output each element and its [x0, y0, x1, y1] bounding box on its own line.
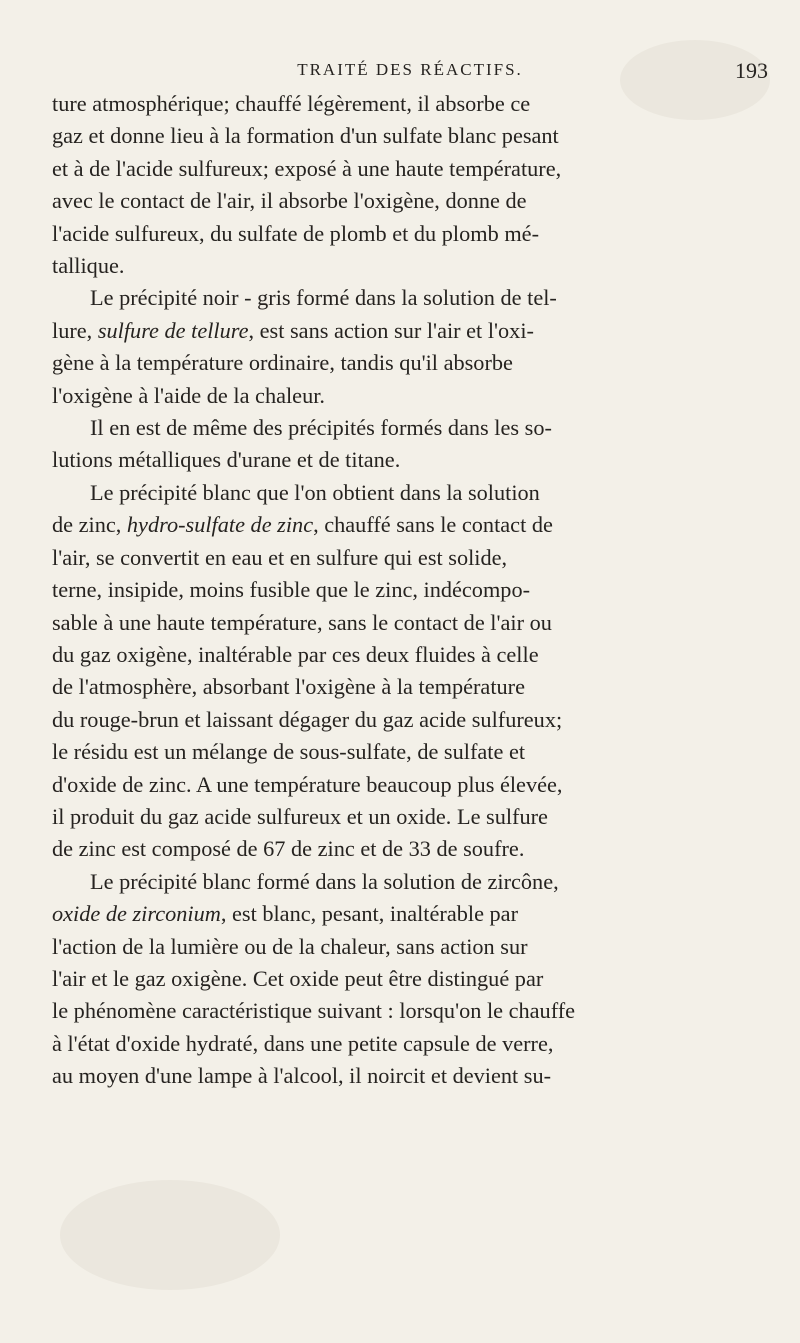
- text-line: gène à la température ordinaire, tandis qu'il absorbe: [52, 350, 513, 376]
- text-line: à l'état d'oxide hydraté, dans une petite capsule de verre,: [52, 1030, 554, 1056]
- text-line: l'air et le gaz oxigène. Cet oxide peut être distingué par: [52, 965, 544, 991]
- text-line: le phénomène caractéristique suivant : lorsqu'on le chauffe: [52, 998, 576, 1024]
- running-header: [52, 60, 768, 90]
- running-title: TRAITÉ DES RÉACTIFS.: [297, 60, 523, 79]
- page-number: 193: [735, 58, 768, 83]
- text-run: , chauffé sans le contact de: [313, 512, 553, 538]
- text-line: [52, 315, 768, 347]
- text-run: de zinc,: [52, 512, 127, 538]
- text-line: Le précipité blanc que l'on obtient dans la solution: [90, 479, 540, 505]
- italic-term: hydro-sulfate de zinc: [126, 512, 314, 538]
- text-line: du rouge-brun et laissant dégager du gaz acide sulfureux;: [52, 706, 563, 732]
- text-line: de zinc est composé de 67 de zinc et de 33 de soufre.: [52, 836, 525, 862]
- paragraph: [52, 88, 768, 282]
- text-line: Il en est de même des précipités formés dans les so-: [90, 415, 552, 441]
- text-line: l'acide sulfureux, du sulfate de plomb et du plomb mé-: [52, 220, 539, 246]
- text-line: Le précipité blanc formé dans la solution de zircône,: [90, 868, 559, 894]
- text-line: [52, 509, 768, 541]
- paragraph: [52, 282, 768, 412]
- body-text: [52, 88, 768, 1093]
- text-run: , est blanc, pesant, inaltérable par: [220, 901, 519, 927]
- text-line: ture atmosphérique; chauffé légèrement, il absorbe ce: [52, 91, 531, 116]
- paragraph: [52, 866, 768, 1093]
- text-line: du gaz oxigène, inaltérable par ces deux fluides à celle: [52, 641, 539, 667]
- text-line: il produit du gaz acide sulfureux et un oxide. Le sulfure: [52, 803, 548, 829]
- italic-term: oxide de zirconium: [52, 901, 221, 927]
- text-line: Le précipité noir - gris formé dans la solution de tel-: [90, 285, 557, 311]
- text-line: et à de l'acide sulfureux; exposé à une haute température,: [52, 155, 562, 181]
- text-line: [52, 898, 768, 930]
- text-run: , est sans action sur l'air et l'oxi-: [248, 317, 534, 343]
- paragraph: [52, 412, 768, 477]
- paragraph: [52, 477, 768, 866]
- text-run: lure,: [52, 317, 98, 343]
- text-line: tallique.: [52, 253, 125, 279]
- italic-term: sulfure de tellure: [97, 317, 249, 343]
- text-line: sable à une haute température, sans le contact de l'air ou: [52, 609, 552, 635]
- text-line: terne, insipide, moins fusible que le zinc, indécompo-: [52, 577, 531, 603]
- text-line: de l'atmosphère, absorbant l'oxigène à la température: [52, 674, 525, 700]
- text-line: lutions métalliques d'urane et de titane.: [52, 447, 401, 473]
- text-line: avec le contact de l'air, il absorbe l'oxigène, donne de: [52, 188, 527, 214]
- text-line: l'air, se convertit en eau et en sulfure qui est solide,: [52, 544, 508, 570]
- text-line: au moyen d'une lampe à l'alcool, il noircit et devient su-: [52, 1063, 552, 1089]
- text-line: le résidu est un mélange de sous-sulfate, de sulfate et: [52, 739, 526, 765]
- paper-stain: [60, 1180, 280, 1290]
- text-line: l'action de la lumière ou de la chaleur, sans action sur: [52, 933, 528, 959]
- text-line: d'oxide de zinc. A une température beaucoup plus élevée,: [52, 771, 563, 797]
- text-line: gaz et donne lieu à la formation d'un sulfate blanc pesant: [52, 123, 559, 149]
- text-line: l'oxigène à l'aide de la chaleur.: [52, 382, 325, 408]
